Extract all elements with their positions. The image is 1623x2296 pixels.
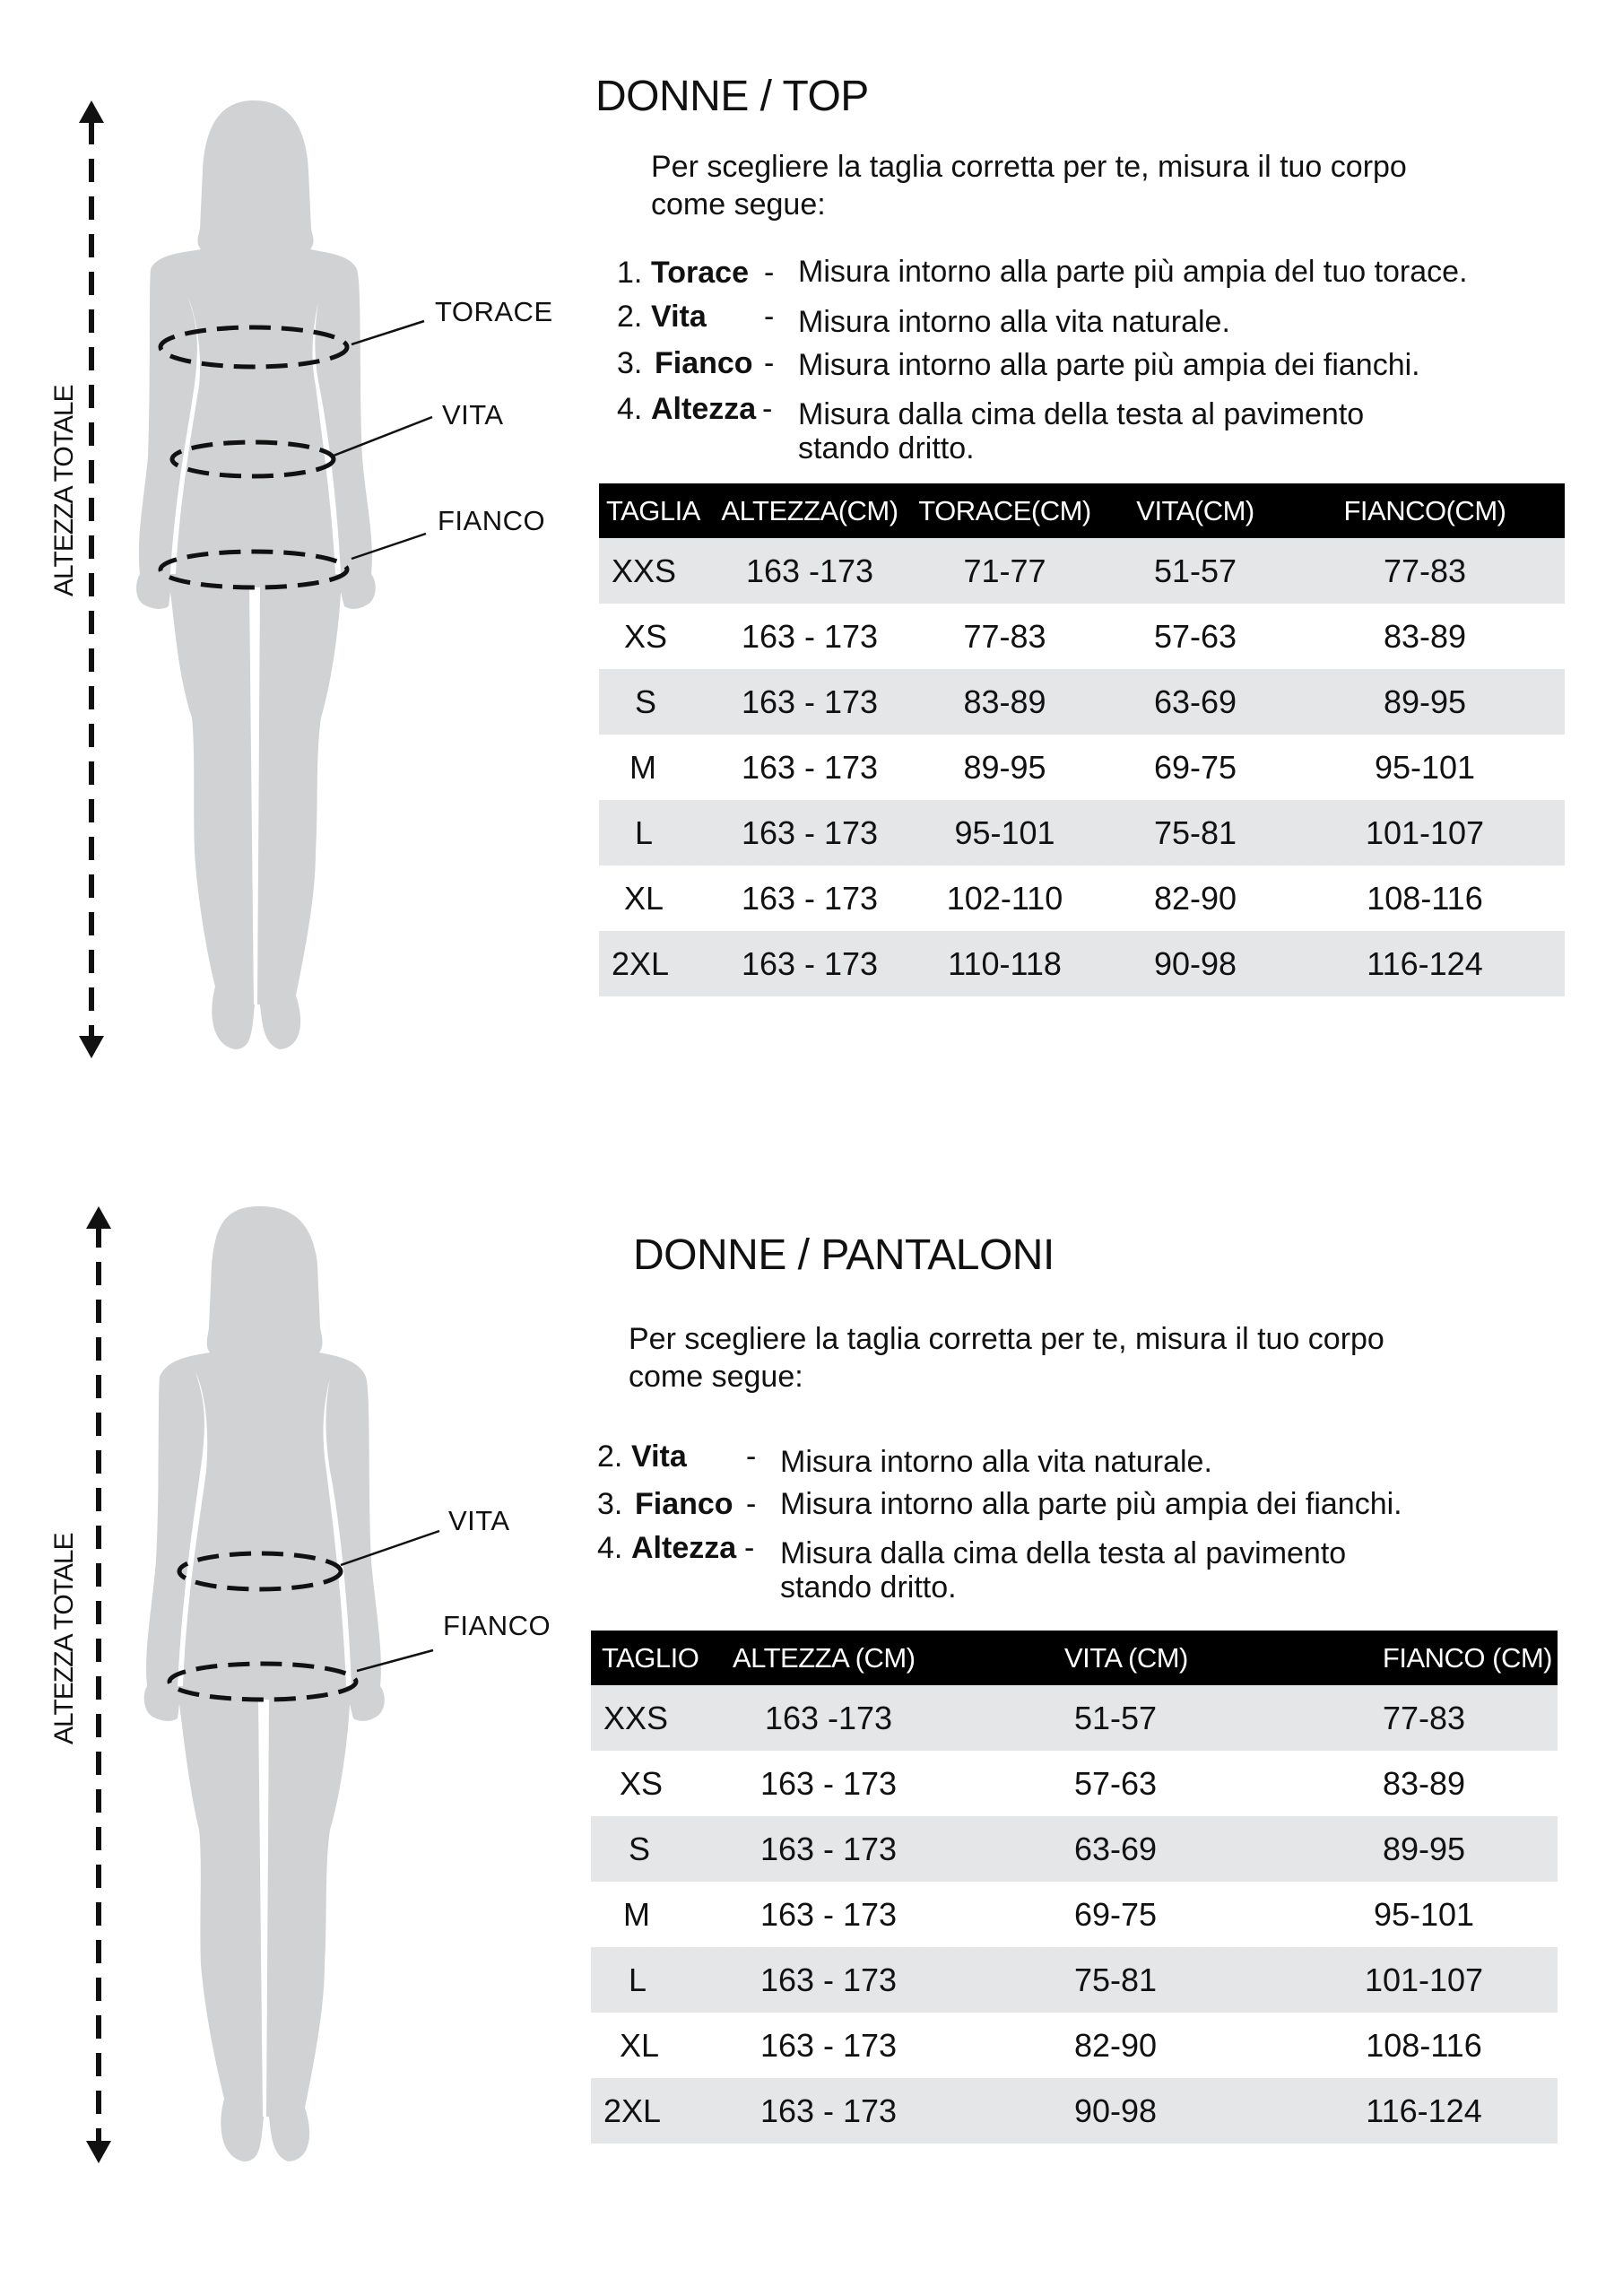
table-row — [591, 1882, 1558, 1947]
cell-vita: 90-98 — [1106, 931, 1285, 996]
cell-fianco: 95-101 — [1374, 748, 1476, 786]
cell-fianco: 116-124 — [1285, 931, 1565, 996]
col-header: TAGLIA — [599, 483, 716, 538]
table-row — [591, 1685, 1558, 1751]
step-number: 1. — [617, 256, 643, 290]
cell-altezza: 163 - 173 — [716, 2078, 941, 2144]
intro-text — [629, 1320, 1615, 1396]
cell-fianco: 116-124 — [1290, 2078, 1558, 2144]
step-term: Vita — [651, 300, 707, 334]
cell-torace: 102-110 — [946, 879, 1063, 917]
step-dash: - — [744, 1531, 755, 1565]
step-number: 3. — [597, 1487, 623, 1521]
cell-fianco: 77-83 — [1285, 538, 1565, 604]
cell-size: S — [591, 1816, 716, 1882]
step-number: 3. — [617, 346, 643, 380]
cell-altezza: 163 -173 — [716, 538, 904, 604]
cell-vita: 51-57 — [1106, 538, 1285, 604]
cell-vita: 69-75 — [1073, 1895, 1158, 1933]
cell-altezza: 163 - 173 — [759, 1895, 898, 1933]
cell-size: 2XL — [599, 931, 716, 996]
table-row — [591, 1816, 1558, 1882]
cell-vita: 57-63 — [1073, 1764, 1158, 1802]
cell-fianco: 108-116 — [1366, 2026, 1482, 2064]
cell-altezza: 163 - 173 — [716, 669, 904, 735]
silhouette-icon — [0, 0, 574, 1076]
callout-torace: TORACE — [435, 296, 553, 327]
table-row — [591, 2013, 1558, 2078]
cell-fianco: 83-89 — [1382, 1764, 1466, 1802]
cell-torace: 89-95 — [963, 748, 1046, 786]
measurement-steps — [617, 256, 1603, 480]
step-description: Misura intorno alla vita naturale. — [798, 305, 1230, 339]
step-term: Fianco — [635, 1487, 733, 1521]
cell-torace: 71-77 — [904, 538, 1106, 604]
cell-altezza: 163 - 173 — [741, 748, 879, 786]
cell-altezza: 163 - 173 — [759, 1764, 898, 1802]
intro-line: Per scegliere la taglia corretta per te, misura il tuo corpo — [629, 1322, 1384, 1356]
step-dash: - — [762, 392, 773, 426]
cell-altezza: 163 - 173 — [716, 931, 904, 996]
cell-vita: 75-81 — [1106, 800, 1285, 865]
cell-vita: 82-90 — [1153, 879, 1237, 917]
step-number: 2. — [597, 1439, 623, 1474]
table-row — [591, 1947, 1558, 2013]
body-figure-pantaloni — [0, 1202, 574, 2278]
cell-torace: 83-89 — [904, 669, 1106, 735]
cell-fianco: 89-95 — [1290, 1816, 1558, 1882]
cell-size: XXS — [599, 538, 716, 604]
cell-size: XL — [620, 2026, 660, 2064]
cell-size: XXS — [591, 1685, 716, 1751]
size-table-pantaloni — [591, 1631, 1558, 2144]
table-row — [599, 800, 1565, 865]
cell-altezza: 163 - 173 — [716, 800, 904, 865]
col-header: TAGLIO — [591, 1631, 716, 1685]
step-dash: - — [746, 1439, 757, 1474]
cell-vita: 90-98 — [941, 2078, 1290, 2144]
step-term: Altezza — [631, 1531, 737, 1565]
callout-fianco: FIANCO — [438, 505, 546, 536]
desc-line: stando dritto. — [780, 1570, 957, 1605]
col-header: FIANCO(CM) — [1285, 483, 1565, 538]
cell-torace: 110-118 — [904, 931, 1106, 996]
cell-vita: 63-69 — [1106, 669, 1285, 735]
cell-altezza: 163 - 173 — [741, 879, 879, 917]
silhouette-icon — [0, 1202, 574, 2278]
cell-altezza: 163 - 173 — [759, 2026, 898, 2064]
cell-size: XS — [620, 1764, 664, 1802]
table-row — [591, 2078, 1558, 2144]
table-header-row — [591, 1631, 1558, 1685]
step-dash: - — [764, 300, 775, 334]
cell-fianco: 89-95 — [1285, 669, 1565, 735]
cell-fianco: 108-116 — [1367, 879, 1483, 917]
cell-fianco: 77-83 — [1290, 1685, 1558, 1751]
section-title: DONNE / PANTALONI — [633, 1231, 1055, 1279]
cell-fianco: 83-89 — [1383, 617, 1467, 655]
col-header: TORACE(CM) — [904, 483, 1106, 538]
total-height-label: ALTEZZA TOTALE — [49, 385, 79, 596]
col-header: FIANCO (CM) — [1290, 1631, 1558, 1685]
callout-fianco: FIANCO — [443, 1610, 551, 1641]
cell-size: M — [623, 1895, 650, 1933]
table-header-row — [599, 483, 1565, 538]
intro-line: Per scegliere la taglia corretta per te, misura il tuo corpo — [651, 150, 1407, 184]
body-figure-top — [0, 0, 574, 1076]
cell-fianco: 101-107 — [1290, 1947, 1558, 2013]
table-row — [599, 604, 1565, 669]
desc-line: Misura dalla cima della testa al pavimento — [780, 1536, 1347, 1570]
step-description: Misura intorno alla parte più ampia dei fianchi. — [798, 348, 1420, 382]
cell-vita: 69-75 — [1153, 748, 1237, 786]
cell-altezza: 163 -173 — [716, 1685, 941, 1751]
intro-line: come segue: — [629, 1360, 803, 1394]
table-row — [591, 1751, 1558, 1816]
callout-vita: VITA — [442, 399, 504, 430]
col-header: VITA (CM) — [941, 1631, 1290, 1685]
cell-torace: 95-101 — [904, 800, 1106, 865]
table-row — [599, 538, 1565, 604]
step-term: Fianco — [655, 346, 753, 380]
step-description — [798, 396, 1364, 467]
step-term: Altezza — [651, 392, 757, 426]
col-header: VITA(CM) — [1106, 483, 1285, 538]
table-row — [599, 865, 1565, 931]
measurement-steps — [597, 1439, 1584, 1619]
step-term: Torace — [651, 256, 749, 290]
step-term: Vita — [631, 1439, 687, 1474]
step-number: 2. — [617, 300, 643, 334]
col-header: ALTEZZA(CM) — [716, 483, 904, 538]
cell-vita: 82-90 — [1073, 2026, 1158, 2064]
step-dash: - — [746, 1487, 757, 1521]
cell-torace: 77-83 — [963, 617, 1046, 655]
intro-text — [651, 148, 1623, 223]
callout-vita: VITA — [448, 1505, 510, 1536]
step-description: Misura intorno alla vita naturale. — [780, 1445, 1212, 1479]
cell-fianco: 101-107 — [1285, 800, 1565, 865]
intro-line: come segue: — [651, 187, 826, 222]
cell-size: XS — [624, 617, 668, 655]
size-table-top — [599, 483, 1565, 996]
step-description: Misura intorno alla parte più ampia dei fianchi. — [780, 1487, 1402, 1521]
cell-size: XL — [624, 879, 664, 917]
step-number: 4. — [617, 392, 643, 426]
table-row — [599, 735, 1565, 800]
step-number: 4. — [597, 1531, 623, 1565]
step-description: Misura intorno alla parte più ampia del tuo torace. — [798, 255, 1468, 289]
desc-line: Misura dalla cima della testa al pavimento — [798, 397, 1365, 431]
cell-size: S — [599, 669, 716, 735]
total-height-label: ALTEZZA TOTALE — [49, 1533, 79, 1744]
cell-fianco: 95-101 — [1373, 1895, 1475, 1933]
cell-vita: 57-63 — [1153, 617, 1237, 655]
cell-size: L — [591, 1947, 716, 2013]
step-dash: - — [764, 256, 775, 290]
cell-size: 2XL — [591, 2078, 716, 2144]
cell-altezza: 163 - 173 — [741, 617, 879, 655]
section-title: DONNE / TOP — [595, 73, 869, 120]
cell-altezza: 163 - 173 — [716, 1947, 941, 2013]
col-header: ALTEZZA (CM) — [716, 1631, 941, 1685]
desc-line: stando dritto. — [798, 431, 975, 465]
cell-size: M — [629, 748, 656, 786]
table-row — [599, 669, 1565, 735]
table-row — [599, 931, 1565, 996]
cell-vita: 63-69 — [941, 1816, 1290, 1882]
cell-vita: 75-81 — [941, 1947, 1290, 2013]
step-dash: - — [764, 346, 775, 380]
cell-vita: 51-57 — [941, 1685, 1290, 1751]
cell-altezza: 163 - 173 — [716, 1816, 941, 1882]
cell-size: L — [599, 800, 716, 865]
step-description — [780, 1535, 1346, 1606]
